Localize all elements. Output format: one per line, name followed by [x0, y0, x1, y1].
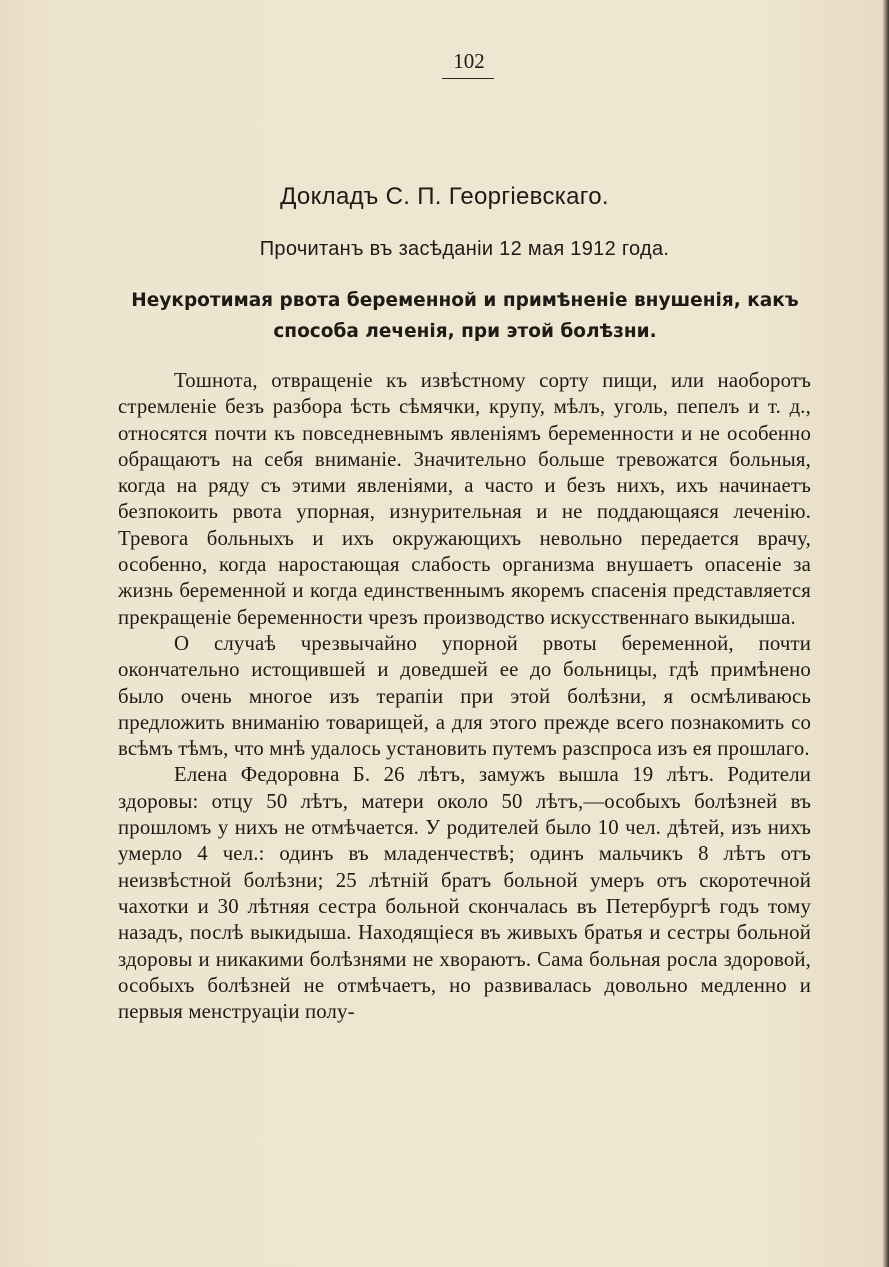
paragraph-3: Елена Федоровна Б. 26 лѣтъ, замужъ вышла 19 лѣтъ. Родители здоровы: отцу 50 лѣтъ, матери около 50 лѣтъ,—особыхъ болѣзней въ прошломъ у нихъ не отмѣчается. У родителей было 10 чел. дѣтей, изъ нихъ умерло 4 чел.: одинъ въ младенчествѣ; одинъ мальчикъ 8 лѣтъ отъ неизвѣстной болѣзни; 25 лѣтній братъ больной умеръ отъ скоротечной чахотки и 30 лѣтняя сестра больной скончалась въ Петербургѣ годъ тому назадъ, послѣ выкидыша. Находящіеся въ живыхъ братья и сестры больной здоровы и никакими болѣзнями не хвораютъ. Сама больная росла здоровой, особыхъ болѣзней не отмѣчаетъ, но развивалась довольно медленно и первыя менструаціи полу-	[118, 763, 811, 1024]
report-title: Докладъ С. П. Георгіевскаго.	[280, 183, 609, 210]
paragraph-1: Тошнота, отвращеніе къ извѣстному сорту пищи, или наоборотъ стремленіе безъ разбора ѣсть сѣмячки, крупу, мѣлъ, уголь, пепелъ и т. д., относятся почти къ повседневнымъ явленіямъ беременности и не особенно обращаютъ на себя вниманіе. Значительно больше тревожатся больныя, когда на ряду съ этими явленіями, а часто и безъ нихъ, ихъ начинаетъ безпокоить рвота упорная, изнурительная и не поддающаяся леченію. Тревога больныхъ и ихъ окружающихъ невольно передается врачу, особенно, когда наростающая слабость организма внушаетъ опасеніе за жизнь беременной и когда единственнымъ якоремъ спасенія представляется прекращеніе беременности чрезъ производство искусственнаго выкидыша.	[118, 369, 811, 629]
article-title: Неукротимая рвота беременной и примѣненіе внушенія, какъ способа леченія, при этой болѣзни.	[131, 290, 799, 342]
page-number: 102	[453, 49, 485, 73]
paragraph-2: О случаѣ чрезвычайно упорной рвоты беременной, почти окончательно истощившей и доведшей ее до больницы, гдѣ примѣнено было очень многое изъ терапіи при этой болѣзни, я осмѣливаюсь предложить вниманію товарищей, а для этого прежде всего познакомить со всѣмъ тѣмъ, что мнѣ удалось установить путемъ разспроса изъ ея прошлаго.	[118, 631, 811, 761]
body-text	[118, 368, 811, 1025]
read-date: Прочитанъ въ засѣданіи 12 мая 1912 года.	[259, 238, 670, 260]
page-number-rule	[442, 78, 494, 79]
